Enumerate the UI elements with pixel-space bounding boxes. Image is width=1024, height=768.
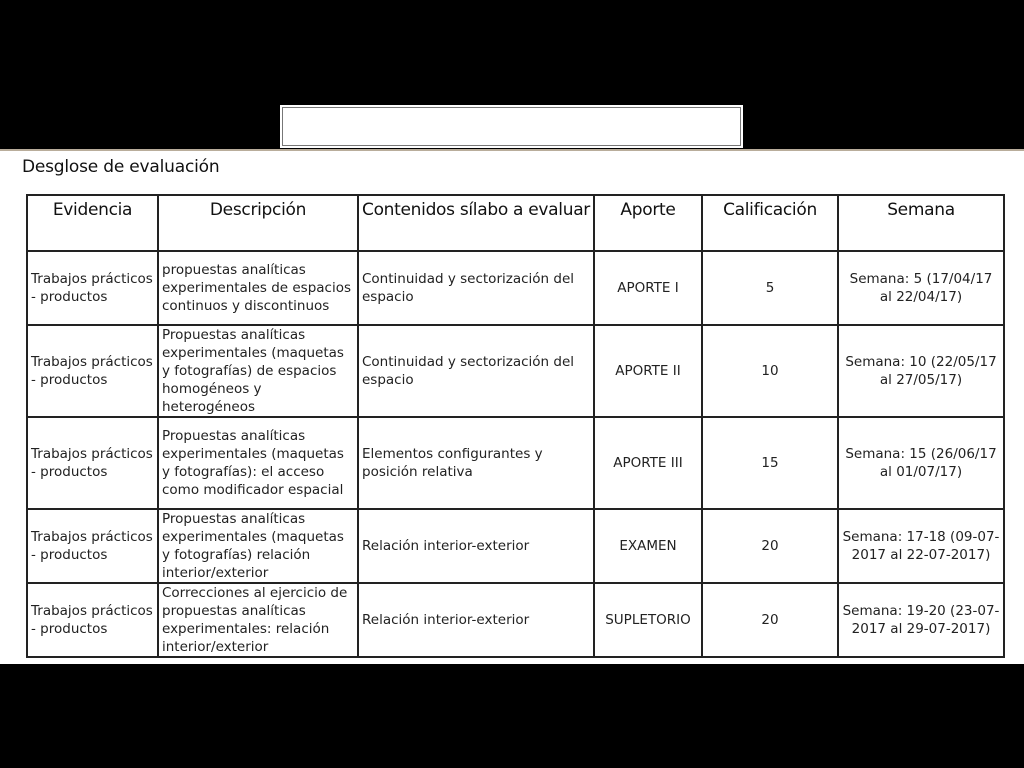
cell-contenidos: Relación interior-exterior (358, 509, 594, 583)
cell-aporte: APORTE I (594, 251, 702, 325)
cell-evidencia: Trabajos prácticos - productos (27, 509, 158, 583)
table-row (27, 509, 1004, 583)
table-row (27, 325, 1004, 417)
header-semana: Semana (838, 195, 1004, 251)
table-header-row (27, 195, 1004, 251)
header-contenidos: Contenidos sílabo a evaluar (358, 195, 594, 251)
cell-calificacion: 5 (702, 251, 838, 325)
cell-descripcion: Propuestas analíticas experimentales (maquetas y fotografías) relación interior/exterior (158, 509, 358, 583)
header-tab-box (278, 103, 745, 150)
cell-evidencia: Trabajos prácticos - productos (27, 417, 158, 509)
cell-semana: Semana: 17-18 (09-07-2017 al 22-07-2017) (838, 509, 1004, 583)
cell-contenidos: Relación interior-exterior (358, 583, 594, 657)
cell-calificacion: 20 (702, 583, 838, 657)
cell-semana: Semana: 10 (22/05/17 al 27/05/17) (838, 325, 1004, 417)
section-title: Desglose de evaluación (22, 157, 220, 177)
cell-descripcion: Propuestas analíticas experimentales (maquetas y fotografías) de espacios homogéneos y heterogéneos (158, 325, 358, 417)
cell-aporte: APORTE II (594, 325, 702, 417)
cell-calificacion: 15 (702, 417, 838, 509)
cell-evidencia: Trabajos prácticos - productos (27, 583, 158, 657)
table-row (27, 251, 1004, 325)
cell-aporte: APORTE III (594, 417, 702, 509)
bottom-black-band (0, 664, 1024, 768)
cell-evidencia: Trabajos prácticos - productos (27, 325, 158, 417)
cell-descripcion: Propuestas analíticas experimentales (maquetas y fotografías): el acceso como modificador espacial (158, 417, 358, 509)
cell-aporte: EXAMEN (594, 509, 702, 583)
evaluation-table (26, 194, 1005, 658)
header-descripcion: Descripción (158, 195, 358, 251)
header-evidencia: Evidencia (27, 195, 158, 251)
cell-semana: Semana: 19-20 (23-07-2017 al 29-07-2017) (838, 583, 1004, 657)
cell-calificacion: 10 (702, 325, 838, 417)
header-aporte: Aporte (594, 195, 702, 251)
cell-aporte: SUPLETORIO (594, 583, 702, 657)
cell-semana: Semana: 15 (26/06/17 al 01/07/17) (838, 417, 1004, 509)
cell-semana: Semana: 5 (17/04/17 al 22/04/17) (838, 251, 1004, 325)
cell-evidencia: Trabajos prácticos - productos (27, 251, 158, 325)
cell-contenidos: Continuidad y sectorización del espacio (358, 325, 594, 417)
cell-contenidos: Elementos configurantes y posición relativa (358, 417, 594, 509)
header-calificacion: Calificación (702, 195, 838, 251)
cell-descripcion: propuestas analíticas experimentales de espacios continuos y discontinuos (158, 251, 358, 325)
slide-divider (0, 149, 1024, 151)
cell-contenidos: Continuidad y sectorización del espacio (358, 251, 594, 325)
cell-descripcion: Correcciones al ejercicio de propuestas analíticas experimentales: relación interior/exterior (158, 583, 358, 657)
table-row (27, 583, 1004, 657)
cell-calificacion: 20 (702, 509, 838, 583)
table-row (27, 417, 1004, 509)
